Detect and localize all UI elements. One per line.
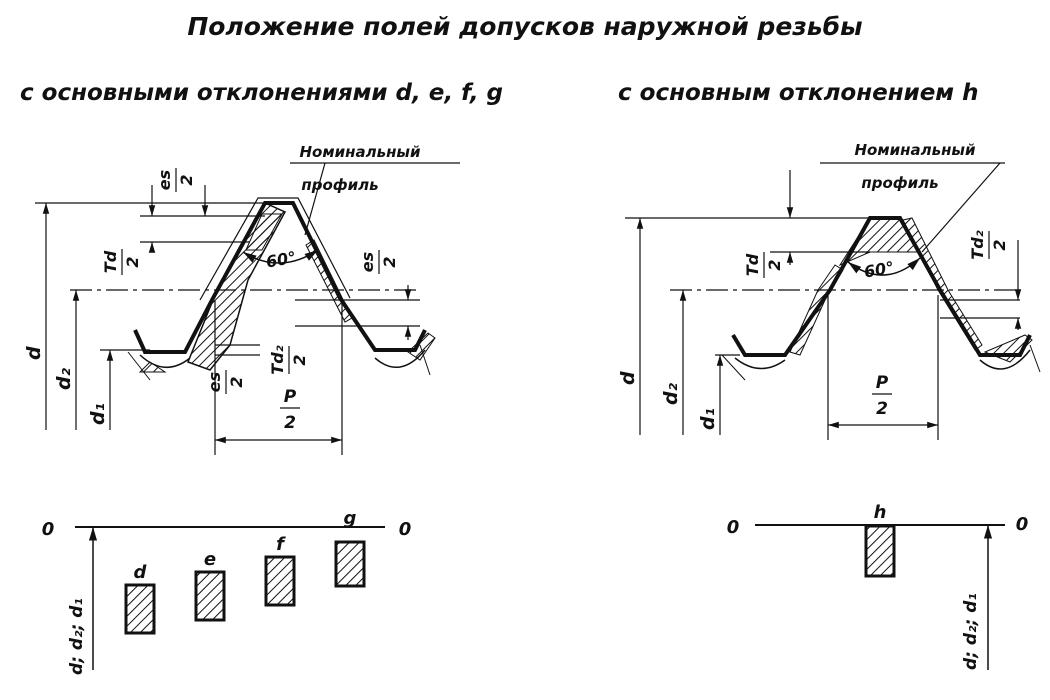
svg-text:2: 2 [284,413,296,433]
right-dim-d2: d₂ [660,383,682,405]
right-subtitle: с основным отклонением h [618,80,979,106]
right-axis-label: d; d₂; d₁ [961,593,981,670]
left-dim-d2: d₂ [53,368,75,390]
svg-text:Td: Td [101,250,120,274]
field-e-label: e [203,549,217,570]
left-axis-label: d; d₂; d₁ [67,598,87,675]
svg-text:Td₂: Td₂ [968,230,987,260]
left-es-top [155,168,196,192]
right-zero-label-2: 0 [1015,514,1029,535]
right-tolerance-field [727,502,1029,670]
field-d-label: d [133,562,147,583]
svg-text:P: P [283,387,297,407]
right-nominal-label-2: профиль [861,174,939,192]
left-actual-profile [135,203,425,352]
left-zero-label-2: 0 [398,519,412,540]
field-g [336,542,364,586]
svg-text:2: 2 [227,376,246,388]
field-d [126,585,154,633]
left-nominal-label-2: профиль [301,176,379,194]
field-h-label: h [873,502,887,523]
left-td-label [101,249,142,275]
left-dim-d: d [23,346,45,360]
right-nominal-label-1: Номинальный [854,141,976,159]
svg-text:Td₂: Td₂ [268,345,287,375]
svg-text:2: 2 [876,399,888,419]
right-angle-label: 60° [862,257,896,282]
right-dim-d1: d₁ [697,408,719,430]
left-dim-d1: d₁ [87,403,109,425]
svg-text:2: 2 [177,174,196,186]
svg-text:es: es [155,169,174,191]
svg-text:es: es [205,371,224,393]
right-pitch-label [872,373,892,419]
right-td-label [743,252,784,278]
svg-text:2: 2 [990,239,1009,251]
left-es-bottom [205,370,246,394]
svg-text:es: es [358,251,377,273]
svg-text:2: 2 [290,354,309,366]
left-td2-label [268,345,309,374]
right-zero-label-1: 0 [726,517,740,538]
svg-text:P: P [875,373,889,393]
left-angle-label: 60° [264,247,298,272]
field-h [866,526,894,576]
field-g-label: g [343,508,357,529]
left-subtitle: с основными отклонениями d, e, f, g [20,80,504,106]
svg-text:2: 2 [123,256,142,268]
svg-text:2: 2 [380,256,399,268]
left-zero-label-1: 0 [41,519,55,540]
svg-text:2: 2 [765,259,784,271]
right-td2-label [968,230,1009,259]
field-f-label: f [276,534,284,555]
left-nominal-label-1: Номинальный [299,143,421,161]
svg-text:Td: Td [743,253,762,277]
field-e [196,572,224,620]
left-es-right [358,250,399,274]
field-f [266,557,294,605]
page-title: Положение полей допусков наружной резьбы [187,12,863,41]
left-pitch-label [280,387,300,433]
right-dim-d: d [617,371,639,385]
left-tolerance-fields [42,508,412,675]
